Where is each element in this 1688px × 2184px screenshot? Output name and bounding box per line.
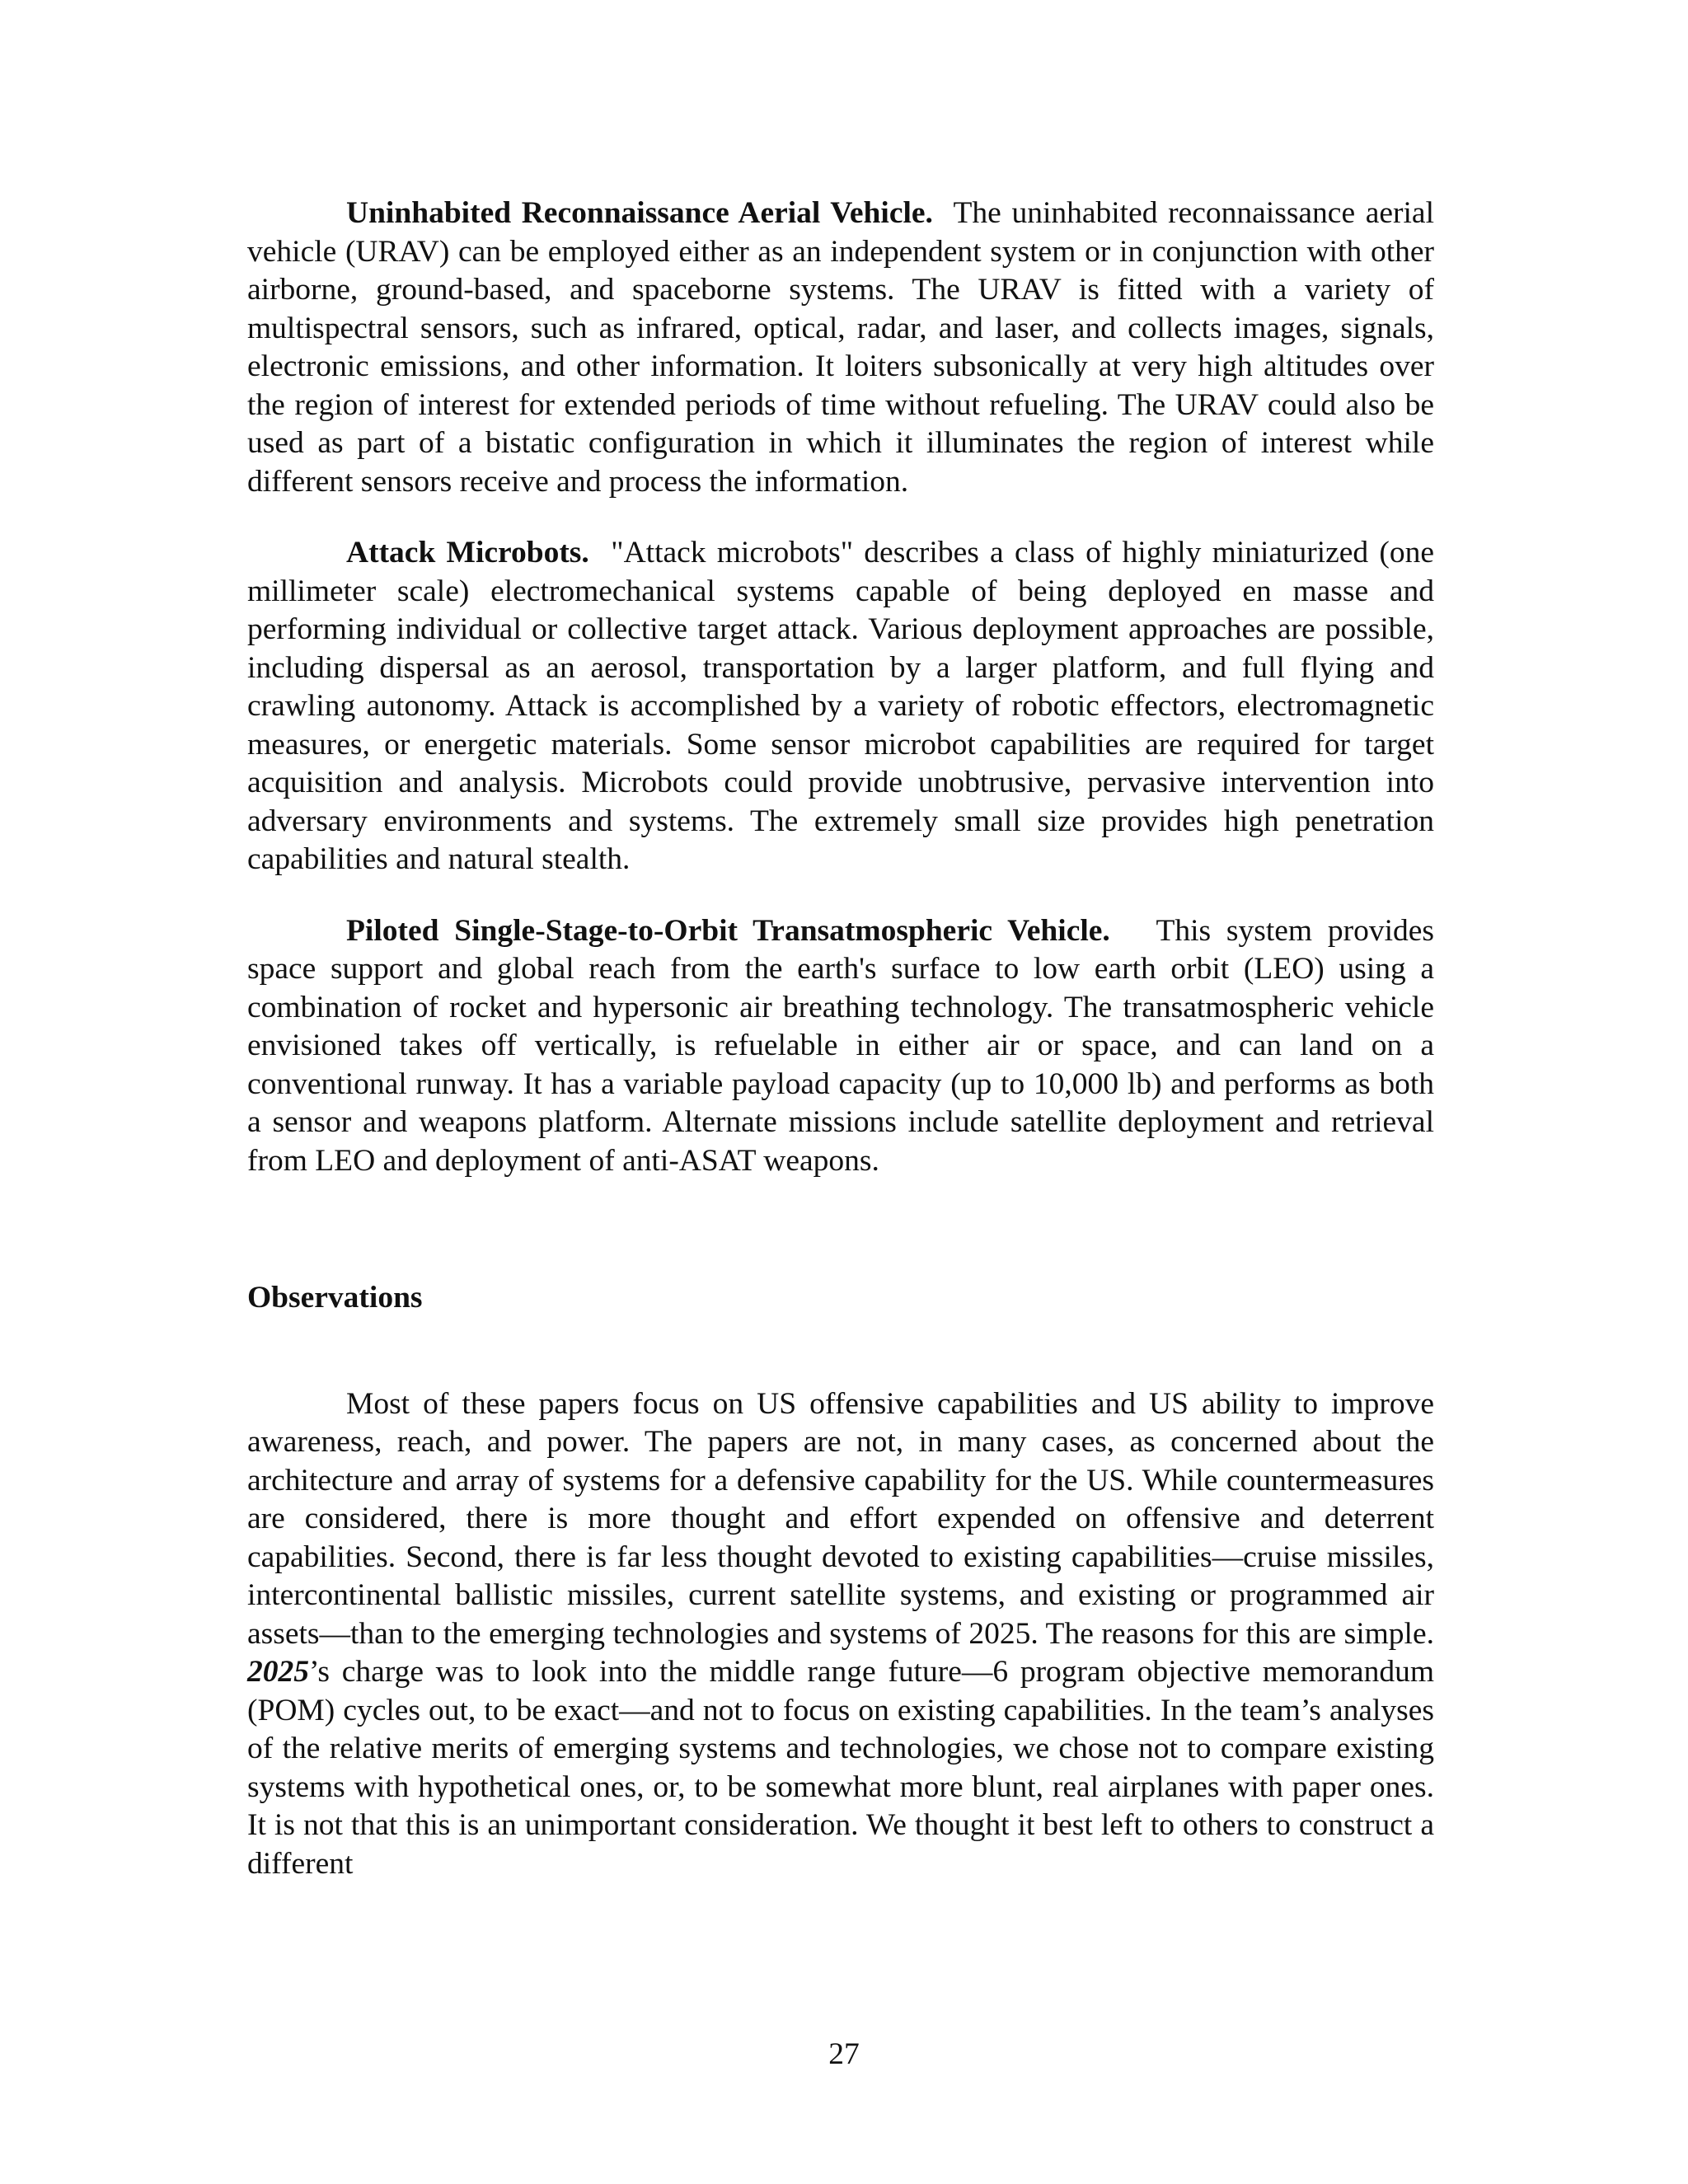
observations-emphasis-2025: 2025 bbox=[247, 1655, 309, 1689]
paragraph-observations bbox=[247, 1385, 1434, 1884]
paragraph-urav bbox=[247, 194, 1434, 501]
paragraph-body-transatmospheric-vehicle: This system provides space support and global reach from the earth's surface to low earth orbit (LEO) using a combination of rocket and hypersonic air breathing technology. The transatmospheric vehicle envisioned takes off vertically, is refuelable in either air or space, and can land on a conventional runway. It has a variable payload capacity (up to 10,000 lb) and performs as both a sensor and weapons platform. Alternate missions include satellite deployment and retrieval from LEO and deployment of anti-ASAT weapons. bbox=[247, 913, 1434, 1178]
run-in-heading-attack-microbots: Attack Microbots. bbox=[346, 536, 589, 569]
run-in-heading-transatmospheric-vehicle: Piloted Single-Stage-to-Orbit Transatmospheric Vehicle. bbox=[346, 913, 1110, 948]
page-number: 27 bbox=[828, 2037, 860, 2071]
observations-body-part2: ’s charge was to look into the middle range future—6 program objective memorandum (POM) cycles out, to be exact—and not to focus on existing capabilities. In the team’s analyses of the relative merits of emerging systems and technologies, we chose not to compare existing systems with hypothetical ones, or, to be somewhat more blunt, real airplanes with paper ones. It is not that this is an unimportant consideration. We thought it best left to others to construct a different bbox=[247, 1655, 1434, 1881]
run-in-heading-urav: Uninhabited Reconnaissance Aerial Vehicle. bbox=[346, 196, 933, 230]
section-heading-observations: Observations bbox=[247, 1281, 423, 1315]
page-content bbox=[247, 194, 1434, 1883]
paragraph-body-urav: The uninhabited reconnaissance aerial vehicle (URAV) can be employed either as an independent system or in conjunction with other airborne, ground-based, and spaceborne systems. The URAV is fitted with a variety of multispectral sensors, such as infrared, optical, radar, and laser, and collects images, signals, electronic emissions, and other information. It loiters subsonically at very high altitudes over the region of interest for extended periods of time without refueling. The URAV could also be used as part of a bistatic configuration in which it illuminates the region of interest while different sensors receive and process the information. bbox=[247, 196, 1434, 499]
observations-body-part1: Most of these papers focus on US offensive capabilities and US ability to improve awareness, reach, and power. The papers are not, in many cases, as concerned about the architecture and array of systems for a defensive capability for the US. While countermeasures are considered, there is more thought and effort expended on offensive and deterrent capabilities. Second, there is far less thought devoted to existing capabilities—cruise missiles, intercontinental ballistic missiles, current satellite systems, and existing or programmed air assets—than to the emerging technologies and systems of 2025. The reasons for this are simple. bbox=[247, 1386, 1434, 1651]
paragraph-transatmospheric-vehicle bbox=[247, 912, 1434, 1181]
paragraph-attack-microbots bbox=[247, 534, 1434, 879]
paragraph-body-attack-microbots: "Attack microbots" describes a class of highly miniaturized (one millimeter scale) electromechanical systems capable of being deployed en masse and performing individual or collective target attack. Various deployment approaches are possible, including dispersal as an aerosol, transportation by a larger platform, and full flying and crawling autonomy. Attack is accomplished by a variety of robotic effectors, electromagnetic measures, or energetic materials. Some sensor microbot capabilities are required for target acquisition and analysis. Microbots could provide unobtrusive, pervasive intervention into adversary environments and systems. The extremely small size provides high penetration capabilities and natural stealth. bbox=[247, 536, 1435, 876]
